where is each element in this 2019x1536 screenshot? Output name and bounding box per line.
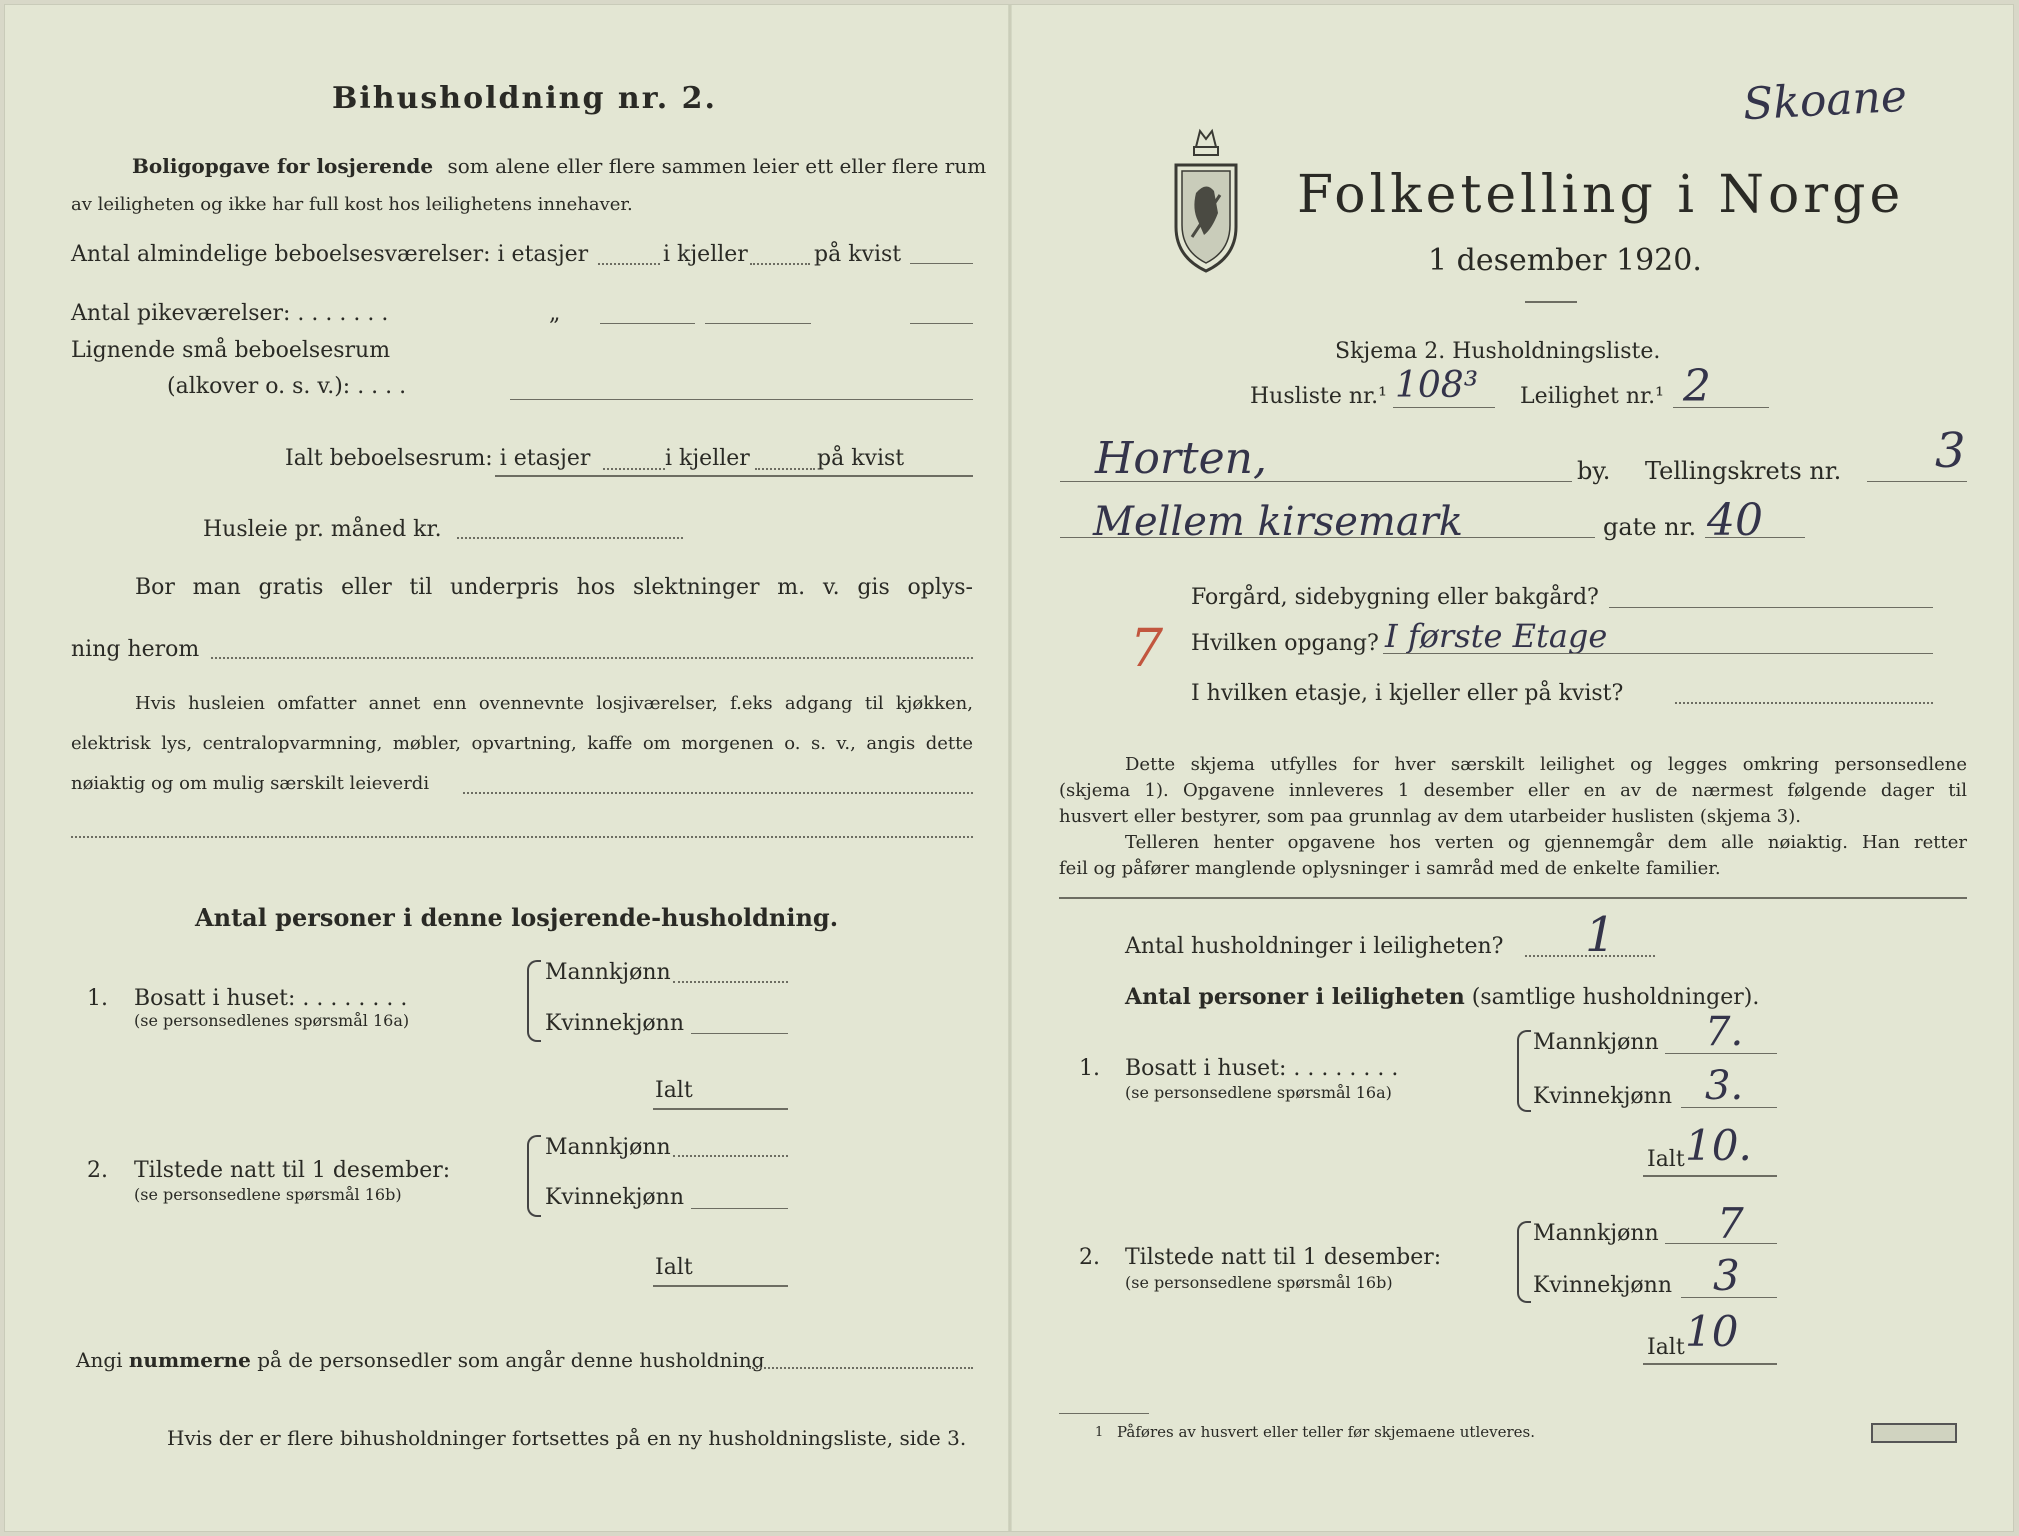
para1-line-1	[1059, 752, 1967, 778]
right-tilstede-num: 2.	[1079, 1245, 1100, 1270]
right-tilstede-kvinne-field[interactable]	[1681, 1297, 1777, 1298]
right-bosatt-mann-field[interactable]	[1665, 1053, 1777, 1054]
rooms-etasjer-field[interactable]	[598, 263, 660, 265]
bor-field[interactable]	[211, 657, 973, 659]
rooms-kvist-label: på kvist	[814, 242, 902, 267]
footnote-divider	[1059, 1413, 1149, 1414]
alkover-field[interactable]	[510, 399, 973, 400]
left-tilstede-brace	[527, 1135, 541, 1217]
husleie-label: Husleie pr. måned kr.	[203, 517, 442, 542]
left-tilstede-mann-field[interactable]	[673, 1155, 788, 1157]
etasje-label: I hvilken etasje, i kjeller eller på kvist?	[1191, 681, 1624, 706]
husleie-field[interactable]	[457, 537, 683, 539]
angi-field[interactable]	[749, 1367, 973, 1369]
pike-label: Antal pikeværelser: . . . . . . .	[71, 301, 389, 326]
pike-etasjer-field[interactable]	[600, 323, 695, 324]
intro-rest-1: som alene eller flere sammen leier ett eller flere rum	[447, 154, 987, 178]
ialt-kjeller-label: i kjeller	[665, 446, 750, 471]
lignende-label: Lignende små beboelsesrum	[71, 338, 391, 363]
rooms-kjeller-label: i kjeller	[663, 242, 748, 267]
forgard-label: Forgård, sidebygning eller bakgård?	[1191, 585, 1599, 610]
right-tilstede-sub: (se personsedlene spørsmål 16b)	[1125, 1273, 1393, 1292]
ialt-kjeller-field[interactable]	[755, 468, 815, 470]
ialt-etasjer-field[interactable]	[603, 468, 665, 470]
hush-field[interactable]	[1525, 955, 1655, 957]
persons-heading-left: Antal personer i denne losjerende-husholdning.	[195, 903, 839, 932]
rooms-label: Antal almindelige beboelsesværelser: i etasjer	[71, 242, 589, 267]
rooms-kjeller-field[interactable]	[750, 263, 810, 265]
gate-field[interactable]	[1060, 537, 1595, 538]
footnote-num: 1	[1095, 1425, 1104, 1440]
norway-coat-of-arms	[1168, 117, 1244, 275]
intro-line-1	[132, 154, 986, 178]
intro-line-2: av leiligheten og ikke har full kost hos leilighetens innehaver.	[71, 194, 633, 215]
left-footer: Hvis der er flere bihusholdninger fortsettes på en ny husholdningsliste, side 3.	[167, 1426, 967, 1450]
right-bosatt-ialt-value: 10.	[1685, 1121, 1752, 1170]
ialt-rooms-underline	[495, 475, 973, 477]
right-tilstede-ialt-label: Ialt	[1647, 1335, 1685, 1360]
bor-line-1: Bor man gratis eller til underpris hos slektninger m. v. gis oplys-	[135, 575, 973, 600]
left-bosatt-kvinne-field[interactable]	[691, 1033, 788, 1034]
left-tilstede-ialt-label: Ialt	[655, 1255, 693, 1280]
ialt-kvist-label: på kvist	[817, 446, 905, 471]
left-bosatt-label: Bosatt i huset: . . . . . . . .	[134, 986, 408, 1011]
leieverdi-field[interactable]	[463, 792, 973, 794]
right-bosatt-kvinne-value: 3.	[1705, 1063, 1744, 1109]
gate-label: gate nr.	[1603, 513, 1697, 541]
persons-bold: Antal personer i leiligheten	[1125, 984, 1465, 1010]
tellingskrets-value: 3	[1935, 423, 1966, 479]
right-bosatt-label: Bosatt i huset: . . . . . . . .	[1125, 1056, 1399, 1081]
right-bosatt-sub: (se personsedlene spørsmål 16a)	[1125, 1083, 1392, 1102]
gate-value: Mellem kirsemark	[1093, 499, 1464, 545]
para1-text-1: Dette skjema utfylles for hver særskilt leilighet og legges omkring personsedlene	[1125, 754, 1967, 775]
right-tilstede-ialt-value: 10	[1685, 1307, 1739, 1356]
hvis-line-1: Hvis husleien omfatter annet enn ovennevnte losjiværelser, f.eks adgang til kjøkken,	[135, 693, 973, 714]
hush-value: 1	[1585, 907, 1616, 963]
page-fold	[1008, 5, 1012, 1531]
census-form-sheet	[4, 4, 2014, 1532]
left-bosatt-sub: (se personsedlenes spørsmål 16a)	[134, 1011, 410, 1030]
leilighet-value: 2	[1683, 361, 1711, 412]
right-tilstede-ialt-field[interactable]	[1643, 1363, 1777, 1365]
pike-mid-field[interactable]	[751, 323, 811, 324]
forgard-field[interactable]	[1609, 607, 1933, 608]
leieverdi-field-2[interactable]	[71, 836, 973, 838]
left-bosatt-mann-field[interactable]	[673, 981, 788, 983]
etasje-field[interactable]	[1675, 702, 1933, 704]
right-date: 1 desember 1920.	[1428, 243, 1702, 278]
left-bosatt-mann-label: Mannkjønn	[545, 960, 671, 985]
opgang-field[interactable]	[1383, 653, 1933, 654]
section-divider	[1059, 897, 1967, 899]
footnote-text: Påføres av husvert eller teller før skjemaene utleveres.	[1117, 1423, 1535, 1441]
persons-heading-right	[1125, 984, 1759, 1010]
left-bosatt-brace	[527, 960, 541, 1042]
skjema-label: Skjema 2. Husholdningsliste.	[1335, 339, 1661, 364]
left-tilstede-label: Tilstede natt til 1 desember:	[134, 1158, 451, 1183]
right-tilstede-kvinne-value: 3	[1713, 1251, 1740, 1300]
persons-rest: (samtlige husholdninger).	[1471, 985, 1760, 1010]
left-bosatt-kvinne-label: Kvinnekjønn	[545, 1011, 684, 1036]
right-bosatt-ialt-label: Ialt	[1647, 1147, 1685, 1172]
bor-line-2: ning herom	[71, 637, 200, 662]
tellingskrets-label: Tellingskrets nr.	[1645, 457, 1842, 485]
right-tilstede-mann-value: 7	[1717, 1199, 1744, 1248]
left-tilstede-sub: (se personsedlene spørsmål 16b)	[134, 1185, 402, 1204]
right-tilstede-mann-field[interactable]	[1665, 1243, 1777, 1244]
gate-nr-field[interactable]	[1705, 537, 1805, 538]
husliste-label: Husliste nr.¹	[1250, 384, 1387, 409]
tellingskrets-field[interactable]	[1867, 481, 1967, 482]
right-bosatt-kvinne-label: Kvinnekjønn	[1533, 1084, 1672, 1109]
opgang-mark: 7	[1130, 619, 1164, 679]
right-tilstede-label: Tilstede natt til 1 desember:	[1125, 1245, 1442, 1270]
angi-bold: nummerne	[128, 1348, 251, 1372]
by-value: Horten,	[1095, 433, 1267, 484]
angi-line	[76, 1348, 764, 1372]
left-tilstede-kvinne-field[interactable]	[691, 1208, 788, 1209]
corner-note: Skoane	[1741, 70, 1909, 131]
right-bosatt-brace	[1517, 1030, 1531, 1112]
ialt-rooms-label: Ialt beboelsesrum: i etasjer	[285, 446, 591, 471]
hvis-line-2: elektrisk lys, centralopvarmning, møbler, opvartning, kaffe om morgenen o. s. v., angis dette	[71, 733, 973, 754]
left-tilstede-num: 2.	[87, 1158, 108, 1183]
para2-line-2: feil og påfører manglende oplysninger i samråd med de enkelte familier.	[1059, 858, 1721, 879]
left-bosatt-ialt-field[interactable]	[653, 1108, 788, 1110]
husliste-value: 108³	[1395, 365, 1479, 406]
right-bosatt-kvinne-field[interactable]	[1681, 1107, 1777, 1108]
right-bosatt-mann-label: Mannkjønn	[1533, 1030, 1659, 1055]
opgang-value: I første Etage	[1385, 617, 1608, 655]
leilighet-field[interactable]	[1673, 407, 1769, 408]
intro-bold: Boligopgave for losjerende	[132, 154, 434, 178]
hush-label: Antal husholdninger i leiligheten?	[1125, 934, 1504, 959]
right-title: Folketelling i Norge	[1297, 165, 1905, 225]
left-tilstede-ialt-field[interactable]	[653, 1285, 788, 1287]
by-field[interactable]	[1060, 481, 1572, 482]
right-tilstede-mann-label: Mannkjønn	[1533, 1221, 1659, 1246]
para1-line-3: husvert eller bestyrer, som paa grunnlag av dem utarbeider huslisten (skjema 3).	[1059, 806, 1801, 827]
printer-stamp	[1871, 1423, 1957, 1443]
husliste-field[interactable]	[1393, 407, 1495, 408]
right-bosatt-num: 1.	[1079, 1056, 1100, 1081]
opgang-label: Hvilken opgang?	[1191, 631, 1379, 656]
by-label: by.	[1577, 457, 1611, 485]
date-divider	[1525, 301, 1577, 303]
pike-ditto: „	[549, 301, 561, 326]
gate-nr-value: 40	[1707, 495, 1763, 546]
left-tilstede-kvinne-label: Kvinnekjønn	[545, 1185, 684, 1210]
right-bosatt-mann-value: 7.	[1705, 1009, 1744, 1055]
alkover-label: (alkover o. s. v.): . . . .	[167, 374, 407, 399]
hvis-line-3: nøiaktig og om mulig særskilt leieverdi	[71, 773, 430, 794]
pike-kvist-field[interactable]	[910, 323, 973, 324]
angi-post: på de personsedler som angår denne husholdning	[257, 1348, 765, 1372]
para2-line-1: Telleren henter opgavene hos verten og gjennemgår dem alle nøiaktig. Han retter	[1125, 832, 1967, 853]
left-bosatt-ialt-label: Ialt	[655, 1078, 693, 1103]
right-tilstede-brace	[1517, 1221, 1531, 1303]
angi-pre: Angi	[76, 1348, 123, 1372]
para1-line-2: (skjema 1). Opgavene innleveres 1 desember eller en av de nærmest følgende dager til	[1059, 780, 1967, 801]
right-bosatt-ialt-field[interactable]	[1643, 1175, 1777, 1177]
left-bosatt-num: 1.	[87, 986, 108, 1011]
leilighet-label: Leilighet nr.¹	[1520, 384, 1664, 409]
rooms-kvist-field[interactable]	[910, 263, 973, 264]
left-title: Bihusholdning nr. 2.	[332, 81, 717, 116]
left-tilstede-mann-label: Mannkjønn	[545, 1135, 671, 1160]
right-tilstede-kvinne-label: Kvinnekjønn	[1533, 1273, 1672, 1298]
